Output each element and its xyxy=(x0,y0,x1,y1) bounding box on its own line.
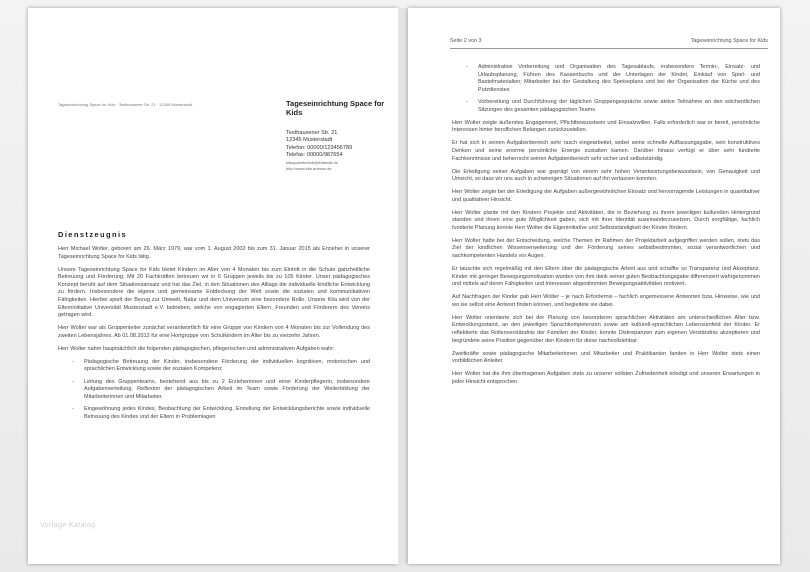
task-item: - Eingewöhnung jedes Kindes, Beobachtung der Entwicklung, Erstellung der Entwicklungsberichte sowie individuelle Betreuung des Kindes und der Eltern in Problemlagen xyxy=(72,406,370,421)
paragraph: Herr Wolter hatte bei der Entscheidung, welche Themen im Rahmen der Projektarbeit aufgegriffen werden sollen, stets das Ziel der kindlichen Wissenserweiterung und der Förderung seines selbstbestimmten, sozial verantwortlichen und sachkompetenten Handels vor Augen. xyxy=(452,237,760,260)
body-text-right xyxy=(452,64,760,392)
task-item: - Leitung des Gruppenteams, bestehend aus bis zu 2 Erzieherinnen und einer Kinderpflegerin, insbesondere Aufgabenverteilung, Reflexion der pädagogischen Arbeit im Team sowie Förderung der Weiterbildung der Mitarbeiterinnen und Mitarbeiter. xyxy=(72,379,370,402)
org-name: Tageseinrichtung Space for Kids xyxy=(286,99,385,117)
task-list xyxy=(58,359,370,422)
sender-line: Tageseinrichtung Space for Kids · Testhausener Str. 21 · 12345 Musterstadt xyxy=(58,102,193,107)
paragraph: Zweitkräfte sowie pädagogische Mitarbeiterinnen und Mitarbeiter und Praktikanten fanden in Herr Wolter stets einen vorbildlichen Anleiter. xyxy=(452,350,760,365)
paragraph: Herr Wolter zeigte bei der Erledigung der Aufgaben außergewöhnlichen Einsatz und hervorragende Leistungen in quantitativer und qualitativer Hinsicht. xyxy=(452,189,760,203)
paragraph: Herr Wolter war als Gruppenleiter zunächst verantwortlich für eine Gruppe von Kindern von 4 Monaten bis zur Vollendung des zweiten Lebensjahres. Ab 01.08.2012 für eine Hortgruppe von Schulkindern im Alter bis zu vierzehn Jahren. xyxy=(58,325,370,339)
address-email: kitaspaceforkids@kitamail.de xyxy=(286,159,338,165)
page-number: Seite 2 von 3 xyxy=(450,38,482,44)
watermark: Vorlage Katalog xyxy=(40,522,96,529)
paragraph: Herr Wolter zeigte äußerstes Engagement, Pflichtbewusstsein und Einsatzwillen. Falls erforderlich war er bereit, persönliche Interessen hinter beruflichen Belangen zurückzustellen. xyxy=(452,119,760,134)
task-item: - Administrative Vorbereitung und Organisation des Tagesablaufs, insbesondere Termin-, Einsatz- und Urlaubsplanung, Führen des Kassenbuchs und der Unterlagen der Kinder, Einkauf von Spiel- und Bastelmaterialien; Mitarbeiter bei der Gestaltung des Speiseplans und bei der Organisation der Küche und des Putzdienstes xyxy=(466,64,760,94)
paragraph: Herr Wolter nahm hauptsächlich die folgenden pädagogischen, pflegerischen und administrativen Aufgaben wahr: xyxy=(58,345,335,352)
address-block xyxy=(286,130,352,172)
task-item: - Vorbereitung und Durchführung der täglichen Gruppengespräche sowie aktive Teilnahme an den wöchentlichen Sitzungen des gesamten pädagogischen Teams xyxy=(466,99,760,114)
paragraph: Herr Wolter hat die ihm übertragenen Aufgaben stets zu unserer vollsten Zufriedenheit erledigt und unseren Erwartungen in jeder Hinsicht entsprochen. xyxy=(452,371,760,385)
paragraph: Auf Nachfragen der Kinder gab Herr Wolter – je nach Erfordernis – fachlich angemessene Antworten bzw. Hinweise, wie und wo sie selbst eine Antwort finden können, und begleitete sie dabei. xyxy=(452,294,760,308)
paragraph: Herr Michael Wolter, geboren am 26. März 1979, war vom 1. August 2002 bis zum 31. Januar 2015 als Erzieher in unserer Tageseinrichtung Space for Kids tätig. xyxy=(58,246,370,260)
header-org-name: Tageseinrichtung Space for Kids xyxy=(690,38,768,44)
paragraph: Er tauschte sich regelmäßig mit den Eltern über die pädagogische Arbeit aus und schaffte so Transparenz und Akzeptanz. Kinder mit geringer Bewegungsmotivation wurden von ihm dank seiner guten Beobachtungsgabe differenziert wahrgenommen und mittels auf deren Fähigkeiten und Interessen abgestimmten Bewegungsaktivitäten motiviert. xyxy=(452,266,760,288)
paragraph: Er hat sich in seinen Aufgabenbereich sehr rasch eingearbeitet, wobei seine schnelle Auffassungsgabe, sein konstruktives Denken und seine enorme persönliche Energie zustatten kamen. Darüber hinaus verfügt er über sehr fundierte Fachkenntnisse und beherrscht seinen Aufgabenbereich sehr sicher und selbstständig. xyxy=(452,140,760,162)
address-fax: Telefax: 00000/987654 xyxy=(286,152,343,159)
task-item: - Pädagogische Betreuung der Kinder, insbesondere Förderung der individuellen kognitiven, motorischen und sprachlichen Entwicklung sowie der sozialen Kompetenz xyxy=(72,359,370,374)
body-text-left xyxy=(58,246,370,427)
page-gutter xyxy=(398,8,408,564)
page-1 xyxy=(28,8,398,564)
paragraph: Herr Wolter plante mit den Kindern Projekte und Aktivitäten, die in Beziehung zu ihrem jeweiligen kulturellen Hintergrund standen und ihnen eine gute Möglichkeit gaben, sich mit ihrer Identität auseinanderzusetzen. Durch sorgfältige, fachlich fundierte Planung konnte Herr Wolter die Eigeninitiative und Selbstständigkeit der Kinder fördern. xyxy=(452,209,760,231)
document-title: Dienstzeugnis xyxy=(58,230,128,239)
header-divider xyxy=(450,48,768,49)
address-street: Testhausener Str. 21 xyxy=(286,130,338,136)
task-list xyxy=(452,64,760,114)
address-web: http://www.kita-animus.de xyxy=(286,165,332,171)
address-city: 12345 Musterstadt xyxy=(286,137,333,144)
paragraph: Unsere Tageseinrichtung Space for Kids bietet Kindern im Alter von 4 Monaten bis zum Eintritt in die Schule ganzheitliche Betreuung und Förderung. Mit 20 Fachkräften betreuen wir in 6 Gruppen jeweils bis zu 105 Kinder. Unser pädagogisches Konzept beruht auf dem Situationsansatz und hat das Ziel, in den Situationen des Alltags die individuelle kindliche Entwicklung zu fördern. Insbesondere die eigene und gemeinsame Entdeckung der Welt sowie die sozialen und kommunikativen Fähigkeiten. Hierbei spielt der Bezug zur Umwelt, Natur und dem Universum eine besondere Rolle. Unsere Kita wird von der Elterninitiative Universität Musterstadt e.V. betrieben, welche von engagierten Eltern, Freunden und Förderern des Vereins getragen wird. xyxy=(58,266,370,319)
paragraph: Herr Wolter orientierte sich bei der Planung von besonderen sprachlichen Aktivitäten am unterschiedlichen Alter bzw. Entwicklungsstand, an den jeweiligen Sprachkompetenzen sowie am kulturell-sprachlichen Lebensumfeld der Kinder. Er reflektierte das Rollenverständnis der Familien der Kinder, konnte Diskrepanzen zum eigenen Verständnis akzeptieren und begründete seine Position gegenüber den Kindern für diese nachvollziehbar. xyxy=(452,314,760,344)
address-phone: Telefon: 00000/123456789 xyxy=(286,144,353,151)
page-2 xyxy=(408,8,780,564)
paragraph: Die Erledigung seiner Aufgaben war geprägt von einem sehr hohen Verantwortungsbewusstsein, von Genauigkeit und Umsicht, so dass wir uns auch in schwierigen Situationen auf ihn verlassen konnten. xyxy=(452,168,760,183)
